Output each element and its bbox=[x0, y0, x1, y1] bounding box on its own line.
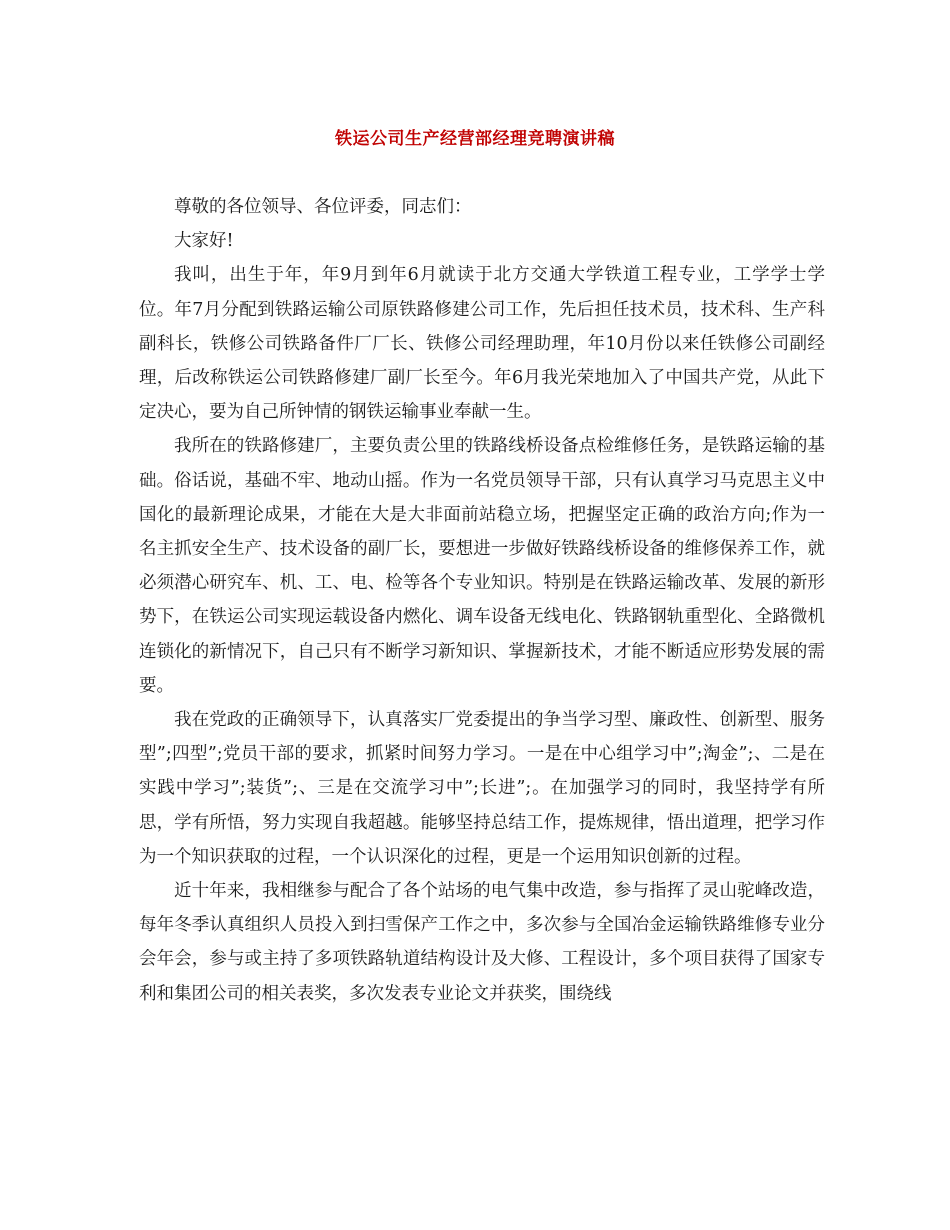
salutation: 尊敬的各位领导、各位评委，同志们： bbox=[174, 197, 472, 217]
greeting: 大家好! bbox=[174, 231, 234, 252]
document-title: 铁运公司生产经营部经理竞聘演讲稿 bbox=[335, 129, 615, 149]
document-body bbox=[139, 190, 825, 1011]
paragraph-study-importance: 我所在的铁路修建厂，主要负责公里的铁路线桥设备点检维修任务，是铁路运输的基础。俗话说，基础不牢、地动山摇。作为一名党员领导干部，只有认真学习马克思主义中国化的最新理论成果，才能在大是大非面前站稳立场，把握坚定正确的政治方向;作为一名主抓安全生产、技术设备的副厂长，要想进一步做好铁路线桥设备的维修保养工作，就必须潜心研究车、机、工、电、检等各个专业知识。特别是在铁路运输改革、发展的新形势下，在铁运公司实现运载设备内燃化、调车设备无线电化、铁路钢轨重型化、全路微机连锁化的新情况下，自己只有不断学习新知识、掌握新技术，才能不断适应形势发展的需要。 bbox=[139, 436, 825, 696]
paragraph-learning-practice: 我在党政的正确领导下，认真落实厂党委提出的争当学习型、廉政性、创新型、服务型”;四型”;党员干部的要求，抓紧时间努力学习。一是在中心组学习中”;淘金”;、二是在实践中学习”;装货”;、三是在交流学习中”;长进”;。在加强学习的同时，我坚持学有所思，学有所悟，努力实现自我超越。能够坚持总结工作，提炼规律，悟出道理，把学习作为一个知识获取的过程，一个认识深化的过程，更是一个运用知识创新的过程。 bbox=[139, 710, 825, 867]
paragraph-introduction: 我叫，出生于年，年9月到年6月就读于北方交通大学铁道工程专业，工学学士学位。年7月分配到铁路运输公司原铁路修建公司工作，先后担任技术员，技术科、生产科副科长，铁修公司铁路备件厂厂长、铁修公司经理助理，年10月份以来任铁修公司副经理，后改称铁运公司铁路修建厂副厂长至今。年6月我光荣地加入了中国共产党，从此下定决心，要为自己所钟情的钢铁运输事业奉献一生。 bbox=[139, 265, 825, 423]
paragraph-achievements: 近十年来，我相继参与配合了各个站场的电气集中改造，参与指挥了灵山驼峰改造，每年冬季认真组织人员投入到扫雪保产工作之中，多次参与全国冶金运输铁路维修专业分会年会，参与或主持了多项铁路轨道结构设计及大修、工程设计，多个项目获得了国家专利和集团公司的相关表奖，多次发表专业论文并获奖，围绕线 bbox=[139, 881, 825, 1004]
